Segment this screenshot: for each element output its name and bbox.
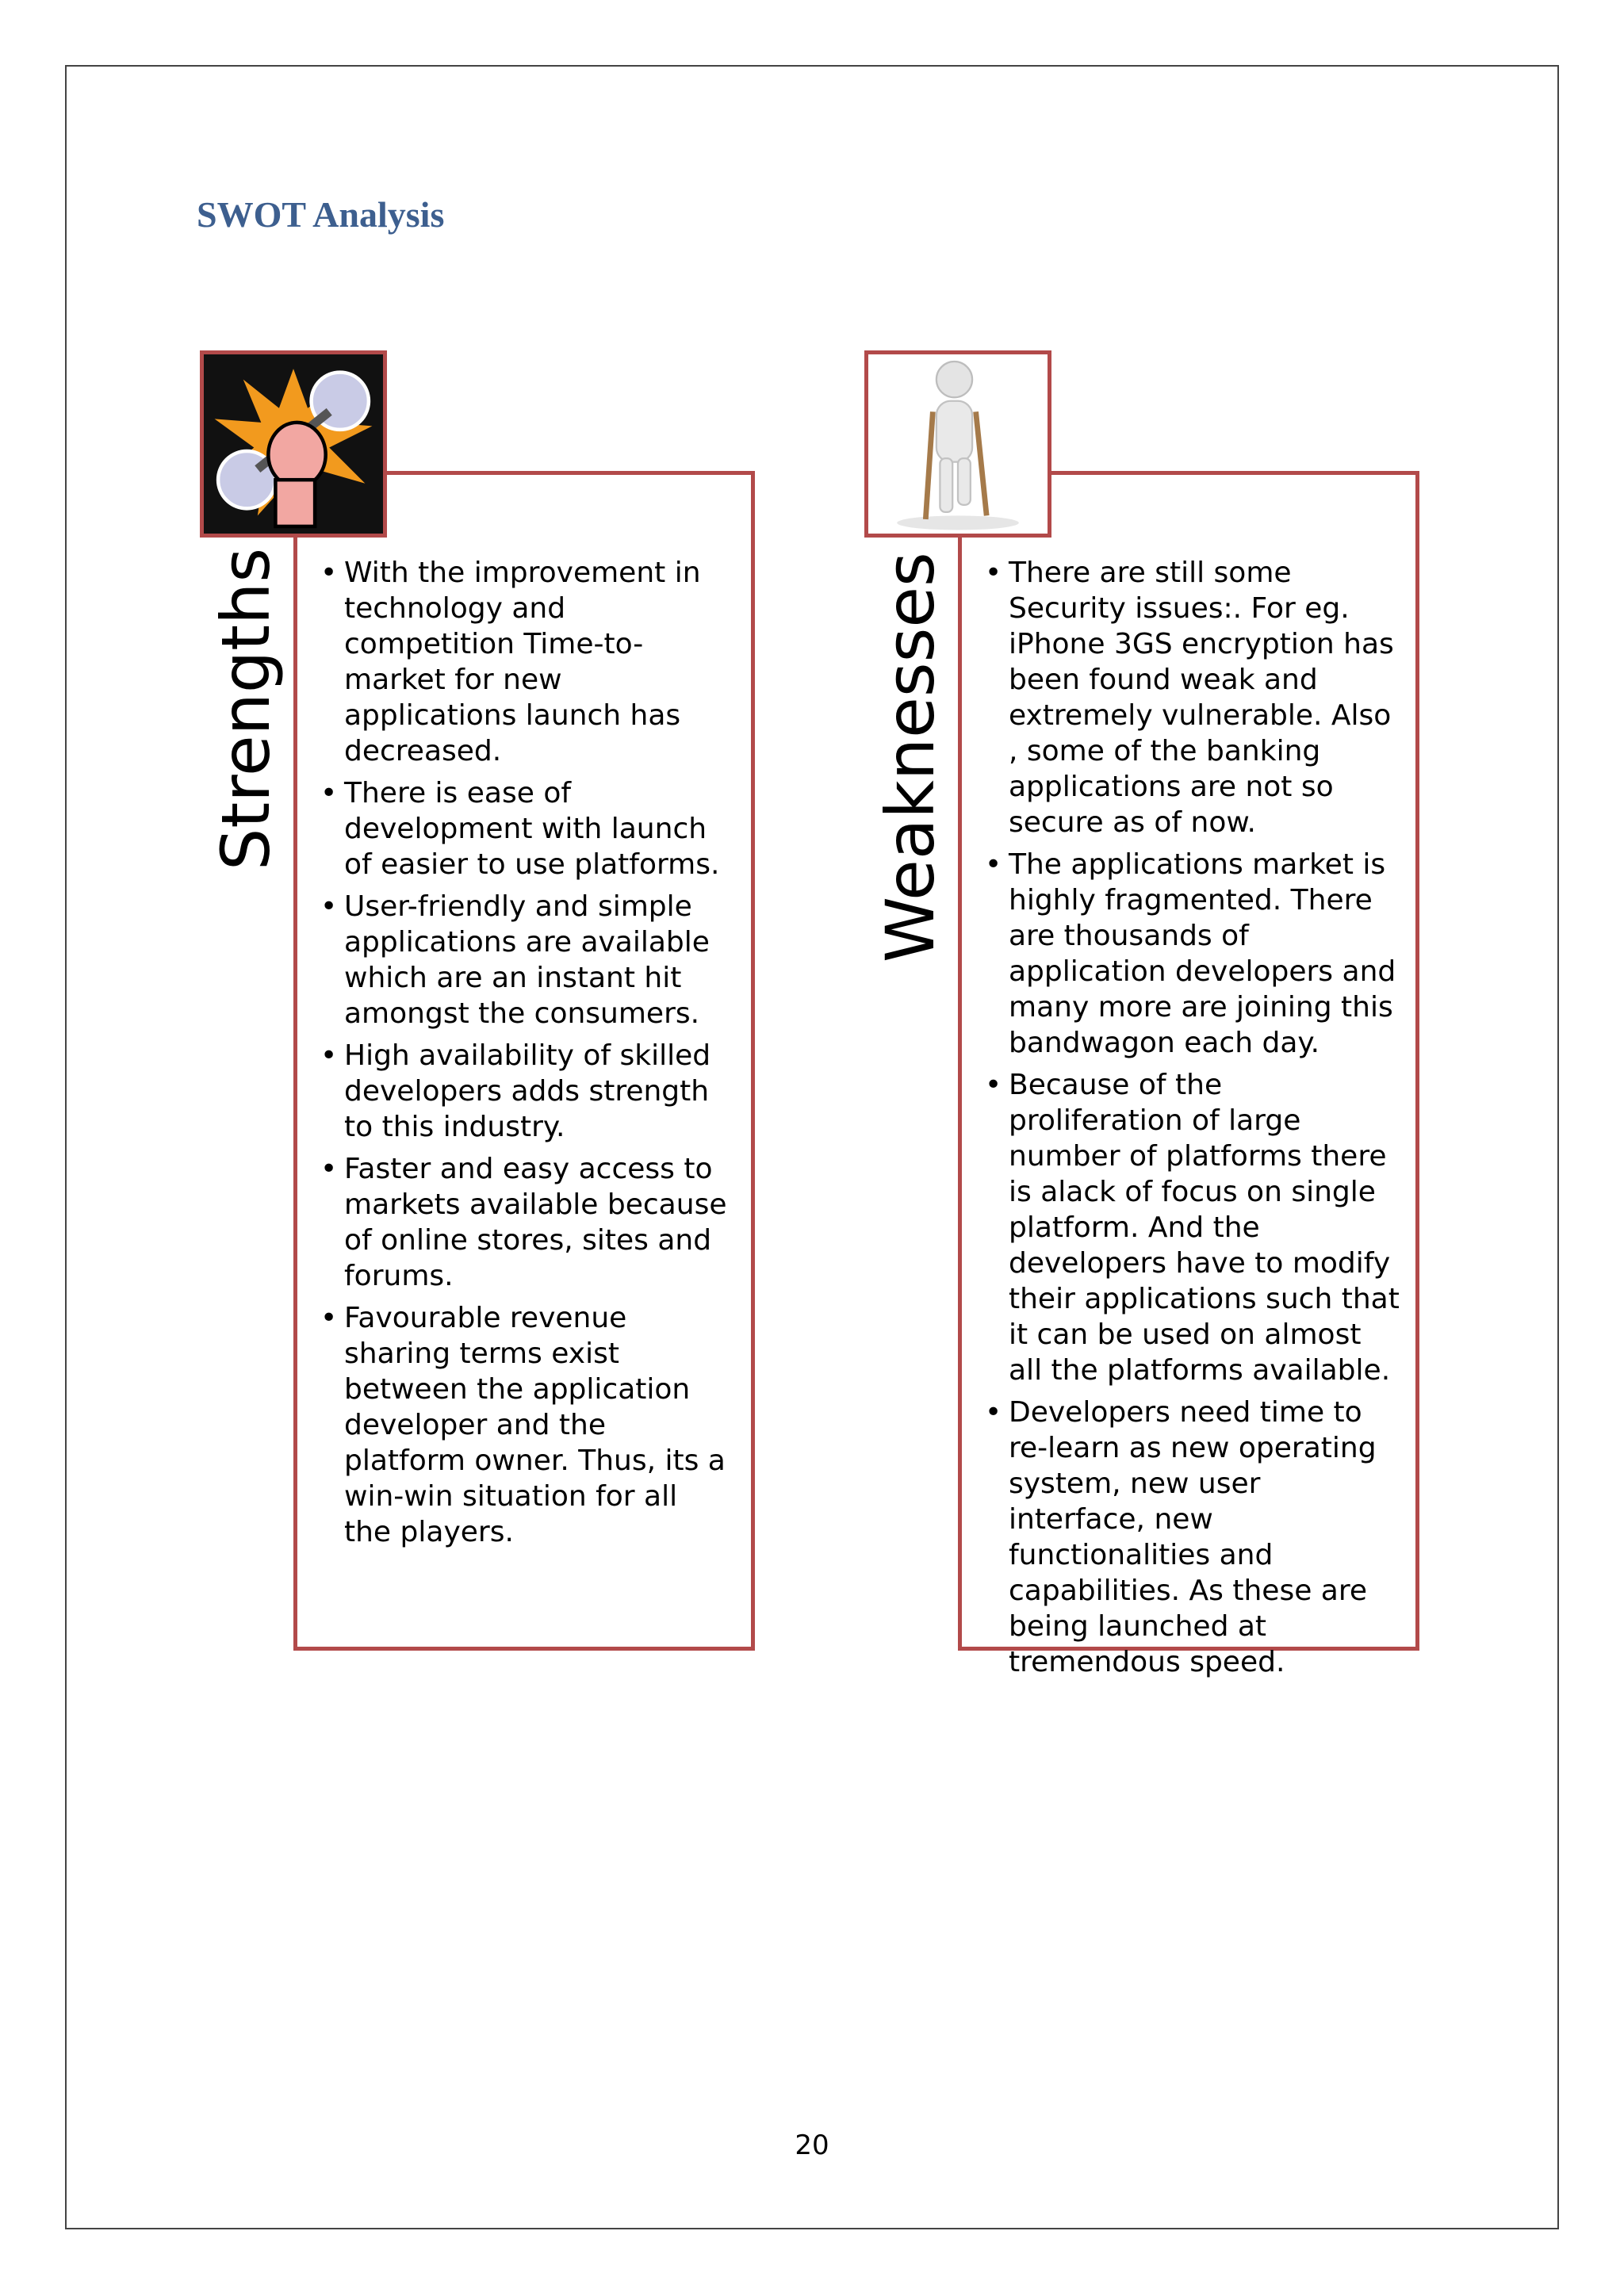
list-item: • The applications market is highly fragmented. There are thousands of application developers and many more are joining this bandwagon each day.: [985, 847, 1402, 1061]
list-item: • User-friendly and simple applications are available which are an instant hit amongst the consumers.: [320, 889, 733, 1031]
list-item: • Favourable revenue sharing terms exist between the application developer and the platform owner. Thus, its a win-win situation for all the players.: [320, 1300, 733, 1550]
list-item: • There are still some Security issues:. For eg. iPhone 3GS encryption has been found weak and extremely vulnerable. Also , some of the banking applications are not so secure as of now.: [985, 555, 1402, 840]
weaknesses-label: Weaknesses: [871, 552, 949, 962]
page-number: 20: [795, 2130, 829, 2161]
list-item: • With the improvement in technology and competition Time-to-market for new applications launch has decreased.: [320, 555, 733, 769]
list-item: • There is ease of development with launch of easier to use platforms.: [320, 775, 733, 882]
page-title: SWOT Analysis: [197, 194, 445, 235]
person-on-crutches-icon: [864, 350, 1051, 538]
list-item: • Because of the proliferation of large number of platforms there is alack of focus on single platform. And the developers have to modify their applications such that it can be used on almost all the platforms available.: [985, 1067, 1402, 1388]
list-item: • Faster and easy access to markets available because of online stores, sites and forums.: [320, 1151, 733, 1294]
weightlifter-icon: [200, 350, 387, 538]
strengths-label: Strengths: [207, 547, 285, 871]
strengths-list: [320, 555, 733, 1556]
list-item: • Developers need time to re-learn as new operating system, new user interface, new functionalities and capabilities. As these are being launched at tremendous speed.: [985, 1395, 1402, 1680]
weaknesses-list: [985, 555, 1402, 1686]
list-item: • High availability of skilled developers adds strength to this industry.: [320, 1038, 733, 1145]
